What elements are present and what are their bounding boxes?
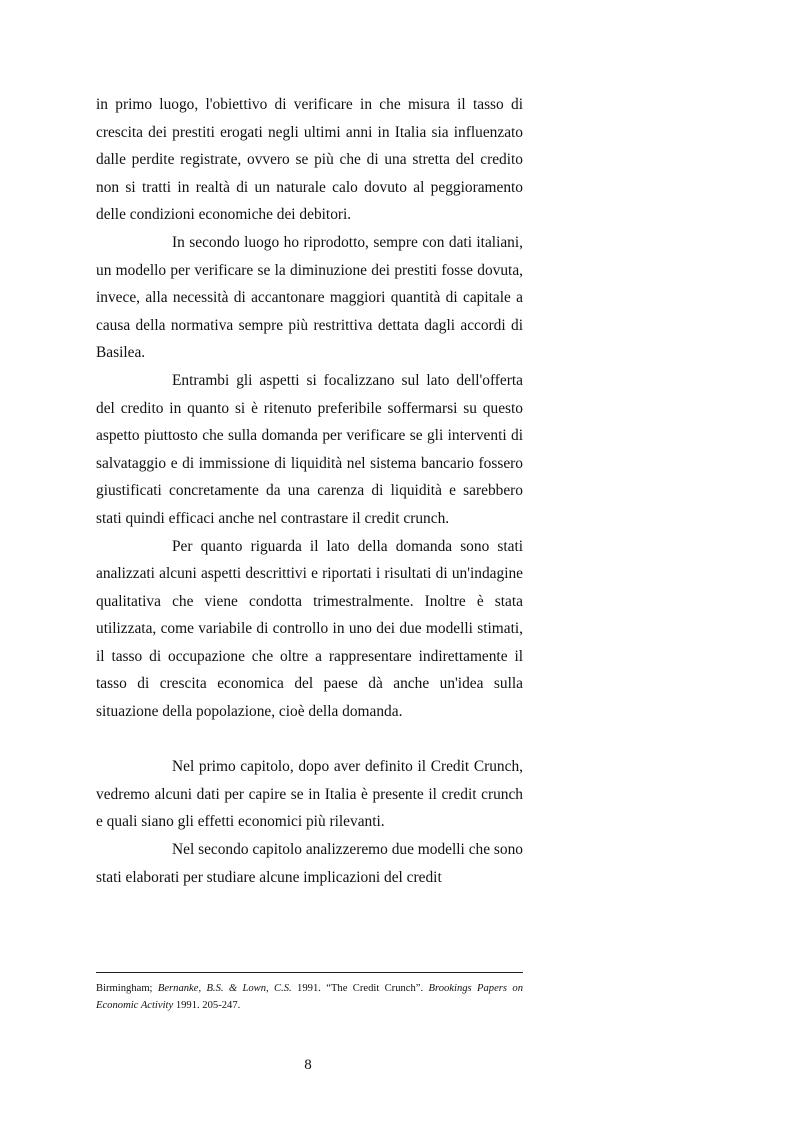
footnote	[96, 980, 523, 1014]
footnote-separator	[96, 972, 523, 973]
footnote-prefix: Birmingham;	[96, 983, 158, 994]
paragraph-5: Nel primo capitolo, dopo aver definito il Credit Crunch, vedremo alcuni dati per capire se in Italia è presente il credit crunch e quali siano gli effetti economici più rilevanti.	[96, 758, 523, 831]
footnote-pages: 1991. 205-247.	[173, 1000, 241, 1011]
footnote-authors: Bernanke, B.S. & Lown, C.S.	[157, 983, 292, 994]
paragraph-3: Entrambi gli aspetti si focalizzano sul lato dell'offerta del credito in quanto si è ritenuto preferibile soffermarsi su questo aspetto piuttosto che sulla domanda per verificare se gli interventi di salvataggio e di immissione di liquidità nel sistema bancario fossero giustificati concretamente da una carenza di liquidità e sarebbero stati quindi efficaci anche nel contrastare il credit crunch.	[96, 371, 523, 527]
paragraph-1: in primo luogo, l'obiettivo di verificare in che misura il tasso di crescita dei prestiti erogati negli ultimi anni in Italia sia influenzato dalle perdite registrate, ovvero se più che di una stretta del credito non si tratti in realtà di un naturale calo dovuto al peggioramento delle condizioni economiche dei debitori.	[96, 96, 523, 224]
body-text	[96, 91, 523, 891]
paragraph-6: Nel secondo capitolo analizzeremo due modelli che sono stati elaborati per studiare alcune implicazioni del credit	[96, 841, 523, 886]
footnote-title: 1991. “The Credit Crunch”.	[291, 983, 429, 994]
paragraph-2: In secondo luogo ho riprodotto, sempre con dati italiani, un modello per verificare se la diminuzione dei prestiti fosse dovuta, invece, alla necessità di accantonare maggiori quantità di capitale a causa della normativa sempre più restrittiva dettata dagli accordi di Basilea.	[96, 233, 523, 362]
page-number: 8	[304, 1057, 312, 1073]
footnote-journal: Brookings Papers on Economic Activity	[96, 983, 523, 1011]
paragraph-4: Per quanto riguarda il lato della domanda sono stati analizzati alcuni aspetti descrittivi e riportati i risultati di un'indagine qualitativa che viene condotta trimestralmente. Inoltre è stata utilizzata, come variabile di controllo in uno dei due modelli stimati, il tasso di occupazione che oltre a rappresentare indirettamente il tasso di crescita economica del paese dà anche un'idea sulla situazione della popolazione, cioè della domanda.	[96, 537, 523, 721]
